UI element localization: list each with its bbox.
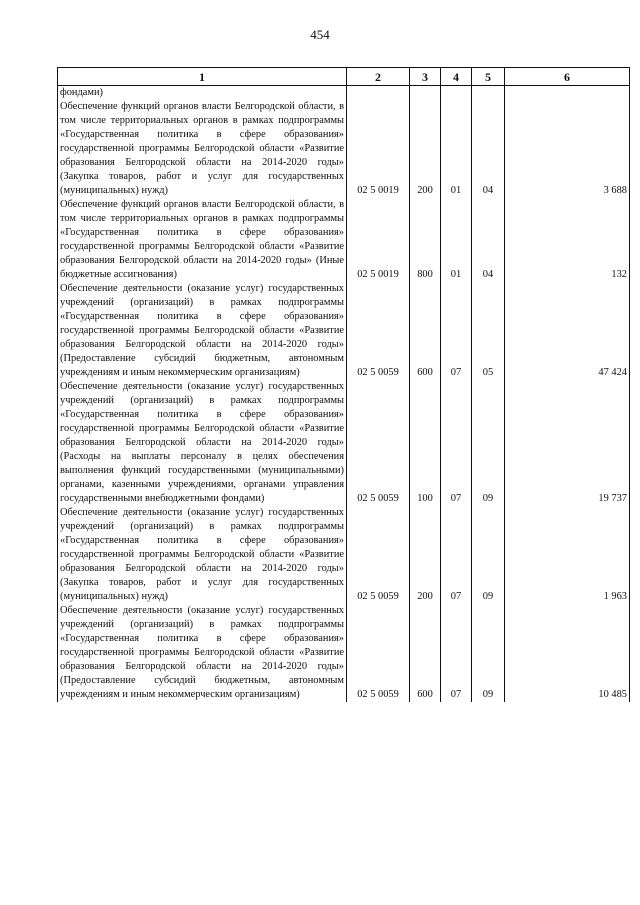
table-row — [58, 282, 630, 380]
row-expense-type: 600 — [410, 282, 441, 380]
row-expense-type: 600 — [410, 604, 441, 702]
row-section: 07 — [441, 604, 472, 702]
row-description: Обеспечение функций органов власти Белгородской области, в том числе территориальных органов в рамках подпрограммы «Государственная политика в сфере образования» государственной программы Белгородской области «Развитие образования Белгородской области на 2014-2020 годы» (Иные бюджетные ассигнования) — [58, 198, 347, 282]
header-col-2: 2 — [347, 68, 410, 86]
budget-table — [57, 67, 630, 702]
row-sum: 10 485 — [505, 604, 630, 702]
row-section: 07 — [441, 380, 472, 506]
row-target-article: 02 5 0059 — [347, 604, 410, 702]
page-number: 454 — [310, 27, 330, 42]
row-target-article: 02 5 0059 — [347, 380, 410, 506]
header-col-3: 3 — [410, 68, 441, 86]
row-section: 07 — [441, 506, 472, 604]
row-sum: 132 — [505, 198, 630, 282]
row-description: Обеспечение деятельности (оказание услуг) государственных учреждений (организаций) в рамках подпрограммы «Государственная политика в сфере образования» государственной программы Белгородской области «Развитие образования Белгородской области на 2014-2020 годы» (Предоставление субсидий бюджетным, автономным учреждениям и иным некоммерческим организациям) — [58, 282, 347, 380]
row-expense-type: 200 — [410, 506, 441, 604]
row-expense-type: 200 — [410, 100, 441, 198]
row-subsection: 09 — [472, 380, 505, 506]
row-expense-type: 100 — [410, 380, 441, 506]
row-description: Обеспечение функций органов власти Белгородской области, в том числе территориальных органов в рамках подпрограммы «Государственная политика в сфере образования» государственной программы Белгородской области «Развитие образования Белгородской области на 2014-2020 годы» (Закупка товаров, работ и услуг для государственных (муниципальных) нужд) — [58, 100, 347, 198]
row-target-article: 02 5 0059 — [347, 282, 410, 380]
row-sum: 1 963 — [505, 506, 630, 604]
row-description: фондами) — [58, 86, 347, 101]
row-subsection: 09 — [472, 604, 505, 702]
table-row — [58, 506, 630, 604]
row-description: Обеспечение деятельности (оказание услуг) государственных учреждений (организаций) в рамках подпрограммы «Государственная политика в сфере образования» государственной программы Белгородской области «Развитие образования Белгородской области на 2014-2020 годы» (Предоставление субсидий бюджетным, автономным учреждениям и иным некоммерческим организациям) — [58, 604, 347, 702]
header-col-5: 5 — [472, 68, 505, 86]
row-target-article: 02 5 0019 — [347, 198, 410, 282]
table-row — [58, 380, 630, 506]
row-description: Обеспечение деятельности (оказание услуг) государственных учреждений (организаций) в рамках подпрограммы «Государственная политика в сфере образования» государственной программы Белгородской области «Развитие образования Белгородской области на 2014-2020 годы» (Расходы на выплаты персоналу в целях обеспечения выполнения функций государственными (муниципальными) органами, казенными учреждениями, органами управления государственными внебюджетными фондами) — [58, 380, 347, 506]
row-subsection: 09 — [472, 506, 505, 604]
table-row — [58, 198, 630, 282]
row-subsection: 05 — [472, 282, 505, 380]
header-col-6: 6 — [505, 68, 630, 86]
row-sum: 47 424 — [505, 282, 630, 380]
row-expense-type: 800 — [410, 198, 441, 282]
row-description: Обеспечение деятельности (оказание услуг) государственных учреждений (организаций) в рамках подпрограммы «Государственная политика в сфере образования» государственной программы Белгородской области «Развитие образования Белгородской области на 2014-2020 годы» (Закупка товаров, работ и услуг для государственных (муниципальных) нужд) — [58, 506, 347, 604]
row-subsection: 04 — [472, 198, 505, 282]
row-subsection: 04 — [472, 100, 505, 198]
row-target-article: 02 5 0059 — [347, 506, 410, 604]
header-col-4: 4 — [441, 68, 472, 86]
row-section: 07 — [441, 282, 472, 380]
table-row-continuation — [58, 86, 630, 101]
row-sum: 3 688 — [505, 100, 630, 198]
row-section: 01 — [441, 198, 472, 282]
table-row — [58, 100, 630, 198]
row-target-article: 02 5 0019 — [347, 100, 410, 198]
table-row — [58, 604, 630, 702]
table-header-row — [58, 68, 630, 86]
row-sum: 19 737 — [505, 380, 630, 506]
header-col-1: 1 — [58, 68, 347, 86]
row-section: 01 — [441, 100, 472, 198]
